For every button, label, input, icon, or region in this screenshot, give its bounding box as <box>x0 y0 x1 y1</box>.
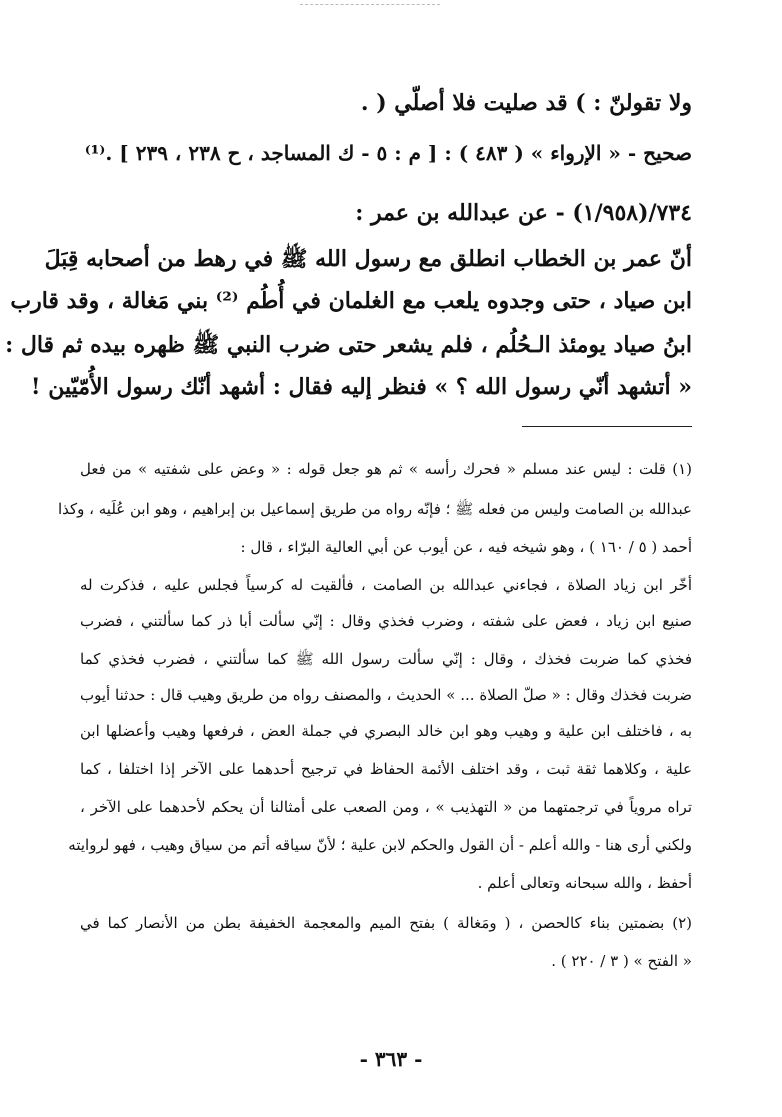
footnote-separator <box>522 426 692 427</box>
main-text-line-5: ابن صياد ، حتى وجدوه يلعب مع الغلمان في أُطُم ⁽²⁾ بني مَغالة ، وقد قارب <box>10 288 692 314</box>
footnote-line-5: صنيع ابن زياد ، فعض على شفته ، وضرب فخذي وقال : إنّي سألت أبا ذر كما سألتني ، فضرب <box>80 612 692 630</box>
footnote-line-7: ضربت فخذك وقال : « صلّ الصلاة ... » الحديث ، والمصنف رواه من طريق وهيب قال : حدثنا أيوب <box>80 686 692 704</box>
takhrij-line: صحيح - « الإرواء » ( ٤٨٣ ) : [ م : ٥ - ك المساجد ، ح ٢٣٨ ، ٢٣٩ ] .⁽¹⁾ <box>84 141 692 165</box>
footnote-line-11: ولكني أرى هنا - والله أعلم - أن القول والحكم لابن علية ؛ لأنّ سياقه أتم من سياق وهيب ، فهو لروايته <box>68 836 692 854</box>
footnote-line-13: (٢) بضمتين بناء كالحصن ، ( ومَغالة ) بفتح الميم والمعجمة الخفيفة بطن من الأنصار كما في <box>80 914 692 932</box>
footnote-line-2: عبدالله بن الصامت وليس من فعله ﷺ ؛ فإنّه رواه من طريق إسماعيل بن إبراهيم ، وهو ابن عُلَيه ، وكذا <box>57 500 692 518</box>
footnote-line-14: « الفتح » ( ٣ / ٢٢٠ ) . <box>551 952 692 970</box>
main-text-line-6: ابنُ صياد يومئذ الـحُلُم ، فلم يشعر حتى ضرب النبي ﷺ ظهره بيده ثم قال : <box>5 332 692 358</box>
footnote-line-8: به ، فاختلف ابن علية و وهيب وهو ابن خالد البصري في جملة العض ، فرفعها وهيب وأعضلها ابن <box>80 722 692 740</box>
page-number: - ٣٦٣ - <box>359 1047 423 1071</box>
footnote-line-3: أحمد ( ٥ / ١٦٠ ) ، وهو شيخه فيه ، عن أيوب عن أبي العالية البرّاء ، قال : <box>240 538 692 556</box>
footnote-line-6: فخذي كما ضربت فخذك ، وقال : إنّي سألت رسول الله ﷺ كما سألتني ، فضرب فخذي كما <box>80 650 692 668</box>
footnote-line-1: (١) قلت : ليس عند مسلم « فحرك رأسه » ثم هو جعل قوله : « وعض على شفتيه » من فعل <box>80 460 692 478</box>
hadith-heading: ٧٣٤/(١/٩٥٨) - عن عبدالله بن عمر : <box>355 200 692 226</box>
footnote-line-10: تراه مروياً في ترجمتهما من « التهذيب » ، ومن الصعب على أمثالنا أن يحكم لأحدهما على الآخر ، <box>80 798 692 816</box>
top-border-rule <box>300 4 440 5</box>
main-text-line-4: أنّ عمر بن الخطاب انطلق مع رسول الله ﷺ في رهط من أصحابه قِبَلَ <box>44 246 692 272</box>
footnote-line-12: أحفظ ، والله سبحانه وتعالى أعلم . <box>477 874 692 892</box>
main-text-line-7: « أتشهد أنّي رسول الله ؟ » فنظر إليه فقال : أشهد أنّك رسول الأُمّيّين ! <box>30 374 692 400</box>
main-text-line-1: ولا تقولنّ : ) قد صليت فلا أصلّي ( . <box>360 90 692 116</box>
footnote-line-4: أخّر ابن زياد الصلاة ، فجاءني عبدالله بن الصامت ، فألقيت له كرسياً فجلس عليه ، فذكرت له <box>80 576 692 594</box>
footnote-line-9: علية ، وكلاهما ثقة ثبت ، وقد اختلف الأئمة الحفاظ في ترجيح أحدهما على الآخر إذا اختلفا ، كما <box>80 760 692 778</box>
